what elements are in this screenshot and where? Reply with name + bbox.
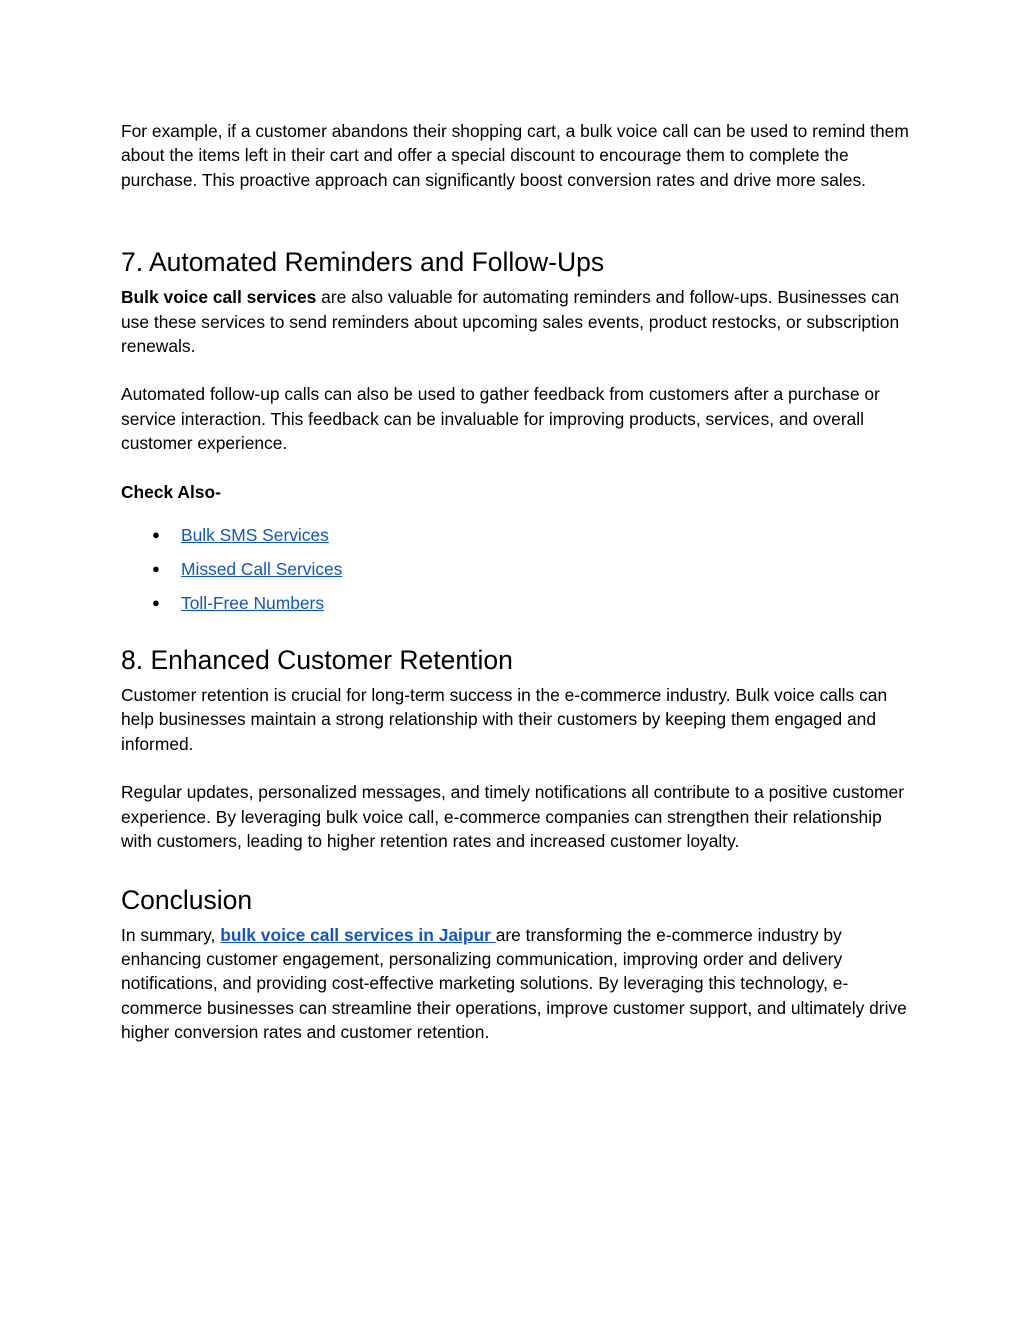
section-8-paragraph-1: Customer retention is crucial for long-term success in the e-commerce industry. Bulk voice calls can help businesses maintain a strong relationship with their customers by keeping them engaged and informed. [121, 685, 888, 754]
section-8-paragraph-2: Regular updates, personalized messages, and timely notifications all contribute to a positive customer experience. By leveraging bulk voice call, e-commerce companies can strengthen their relationship with customers, leading to higher retention rates and increased customer loyalty. [121, 782, 904, 852]
conclusion-heading: Conclusion [121, 884, 253, 915]
document-page [121, 119, 911, 1045]
section-7-paragraph-1 [121, 285, 911, 358]
list-item [121, 591, 911, 625]
link-bulk-voice-call-services-jaipur[interactable]: bulk voice call services in Jaipur [220, 924, 496, 945]
list-item [121, 557, 911, 591]
paragraph-text: are also valuable for automating reminders and follow-ups. Businesses can use these services to send reminders about upcoming sales events, product restocks, or subscription renewals. [121, 287, 900, 357]
section-7-heading: 7. Automated Reminders and Follow-Ups [121, 247, 605, 278]
intro-paragraph: For example, if a customer abandons their shopping cart, a bulk voice call can be used to remind them about the items left in their cart and offer a special discount to encourage them to complete the purchase. This proactive approach can significantly boost conversion rates and drive more sales. [121, 121, 909, 190]
link-toll-free-numbers[interactable]: Toll-Free Numbers [181, 593, 325, 614]
link-bulk-sms-services[interactable]: Bulk SMS Services [181, 525, 329, 546]
section-7-paragraph-2: Automated follow-up calls can also be used to gather feedback from customers after a purchase or service interaction. This feedback can be invaluable for improving products, services, and overall customer experience. [121, 384, 880, 454]
bullet-icon: ● [152, 561, 160, 577]
conclusion-text: are transforming the e-commerce industry by enhancing customer engagement, personalizing communication, improving order and delivery notifications, and providing cost-effective marketing solutions. By leveraging this technology, e-commerce businesses can streamline their operations, improve customer support, and ultimately drive higher conversion rates and customer retention. [121, 924, 907, 1043]
conclusion-paragraph [121, 923, 911, 1045]
bold-term: Bulk voice call services [121, 287, 317, 308]
section-8-heading: 8. Enhanced Customer Retention [121, 645, 513, 676]
bullet-icon: ● [152, 595, 160, 611]
related-links-list [121, 523, 911, 625]
list-item [121, 523, 911, 557]
check-also-label: Check Also- [121, 481, 221, 502]
conclusion-lead: In summary, [121, 924, 221, 945]
link-missed-call-services[interactable]: Missed Call Services [181, 559, 343, 580]
bullet-icon: ● [152, 527, 160, 543]
